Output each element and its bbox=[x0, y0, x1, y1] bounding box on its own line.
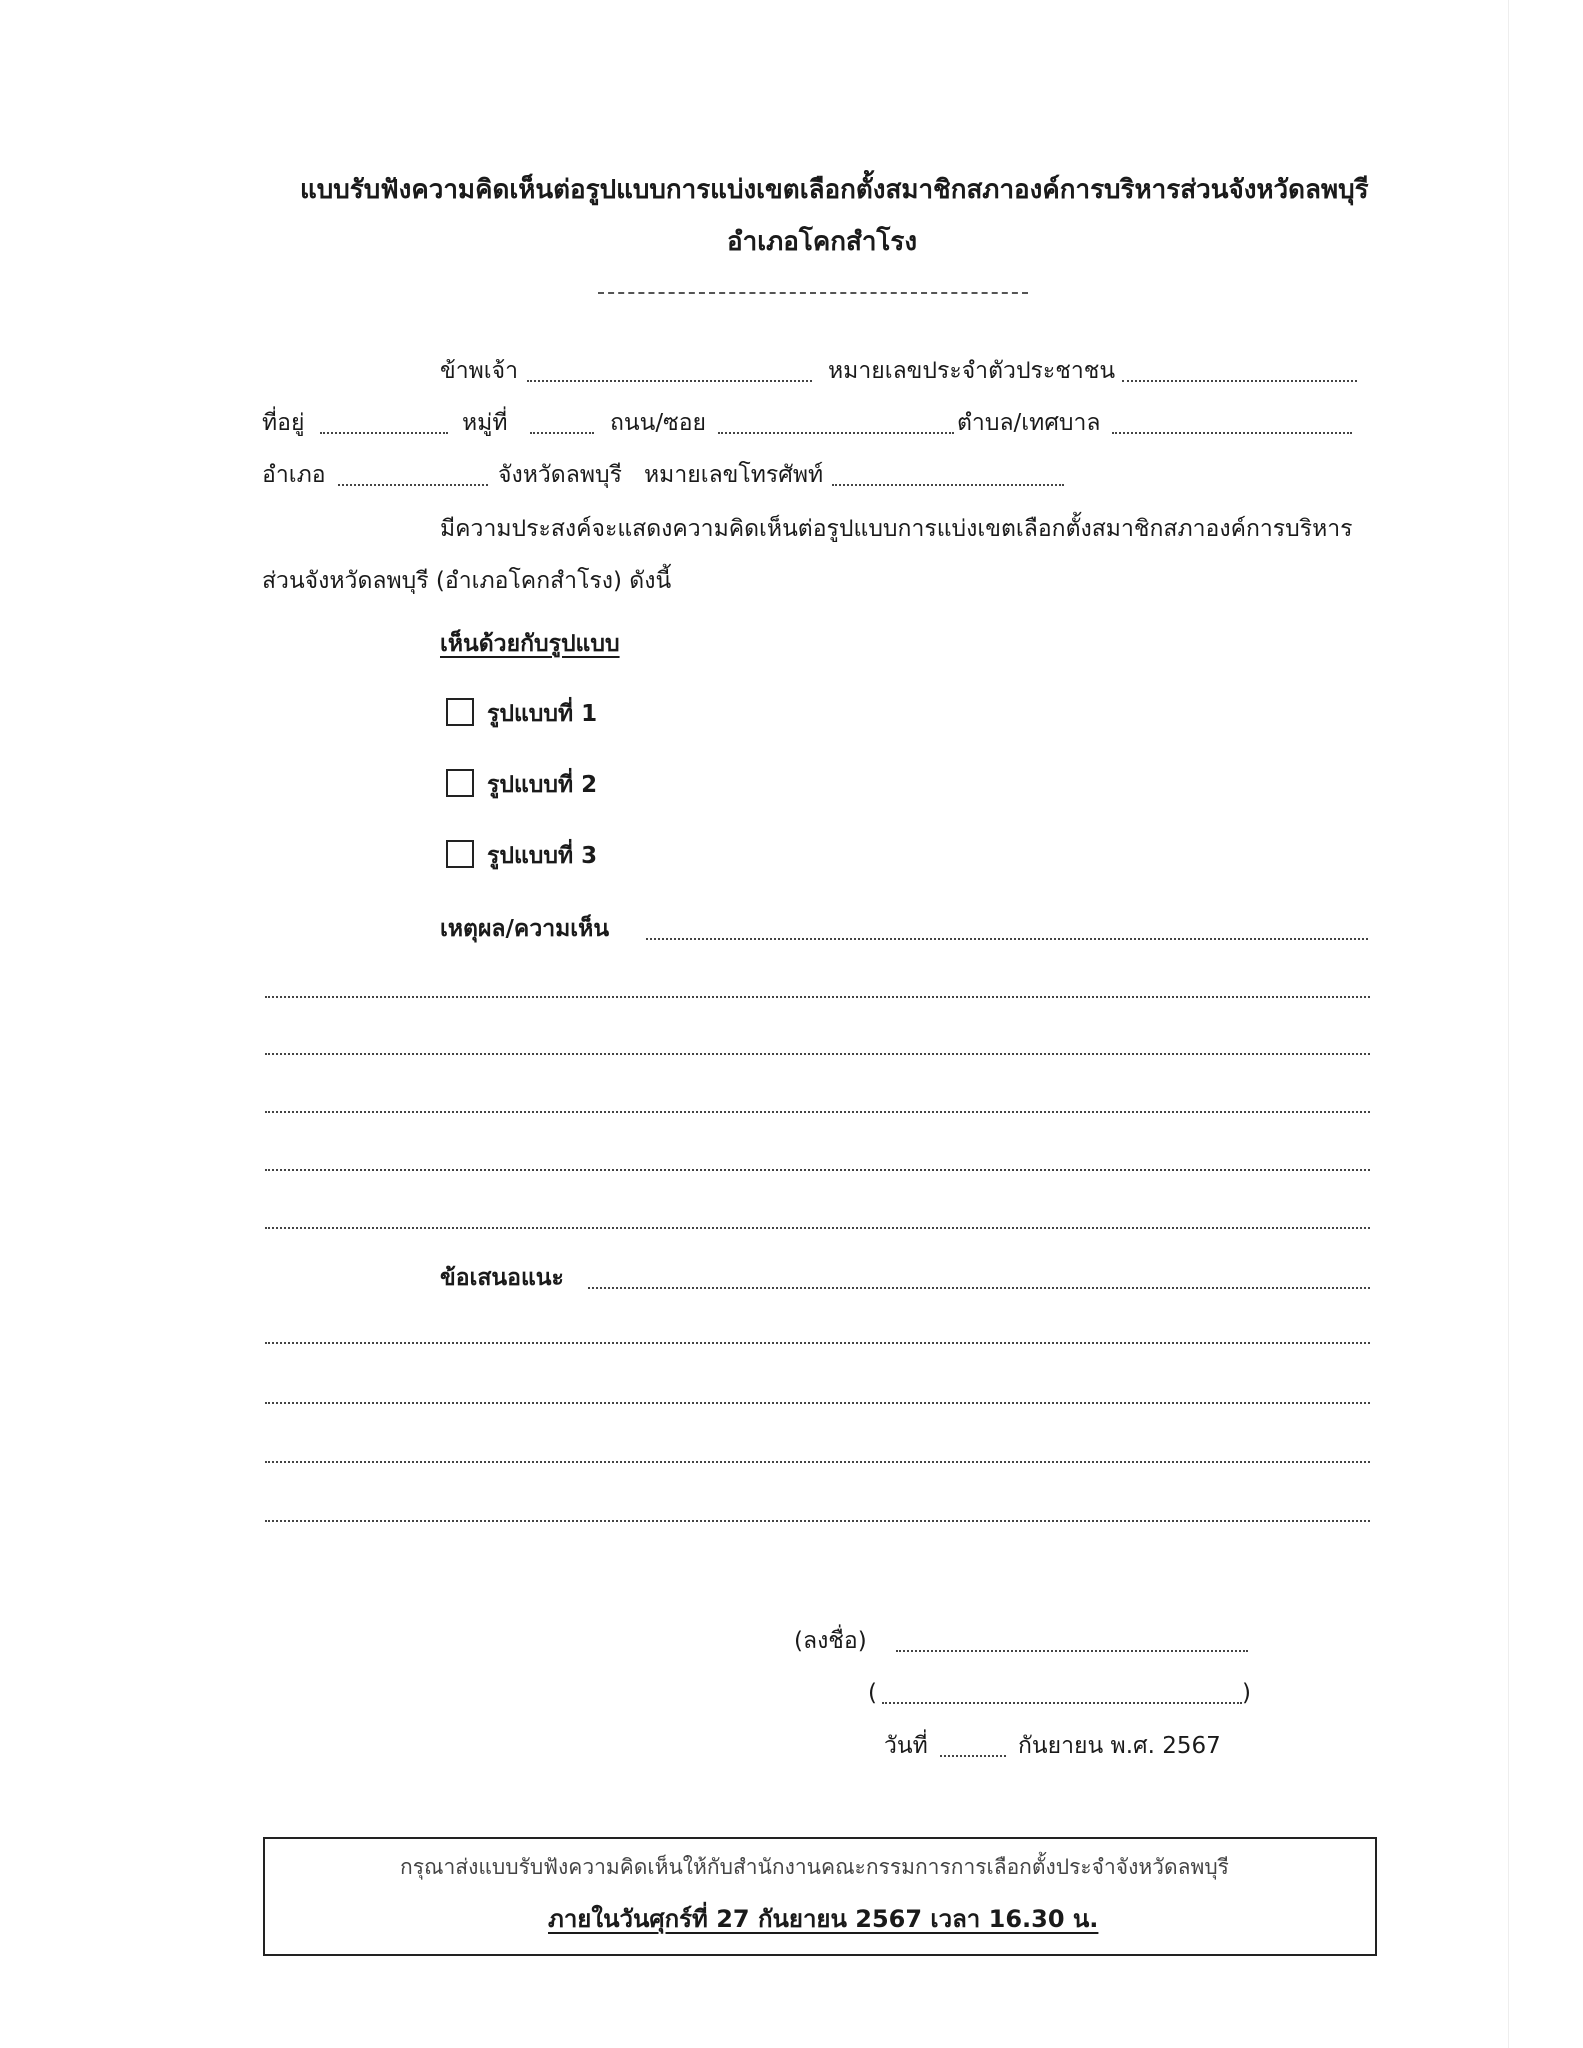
suggestion-line[interactable] bbox=[265, 1520, 1370, 1522]
intro-line-1: มีความประสงค์จะแสดงความคิดเห็นต่อรูปแบบการแบ่งเขตเลือกตั้งสมาชิกสภาองค์การบริหาร bbox=[440, 516, 1353, 542]
subdistrict-label: ตำบล/เทศบาล bbox=[957, 410, 1101, 436]
date-day-field[interactable] bbox=[940, 1755, 1006, 1757]
name-field[interactable] bbox=[527, 380, 812, 382]
id-field[interactable] bbox=[1122, 380, 1357, 382]
option-2-checkbox[interactable] bbox=[446, 769, 474, 797]
moo-field[interactable] bbox=[530, 432, 594, 434]
suggestion-line[interactable] bbox=[588, 1287, 1370, 1289]
option-1-label: รูปแบบที่ 1 bbox=[487, 701, 598, 727]
signature-label: (ลงชื่อ) bbox=[794, 1628, 867, 1654]
form-title: แบบรับฟังความคิดเห็นต่อรูปแบบการแบ่งเขตเลือกตั้งสมาชิกสภาองค์การบริหารส่วนจังหวัดลพบุรี bbox=[300, 175, 1369, 205]
option-3-label: รูปแบบที่ 3 bbox=[487, 843, 598, 869]
road-field[interactable] bbox=[718, 432, 954, 434]
reason-line[interactable] bbox=[265, 1053, 1370, 1055]
moo-label: หมู่ที่ bbox=[462, 410, 508, 436]
reason-line[interactable] bbox=[265, 1111, 1370, 1113]
notice-line-1: กรุณาส่งแบบรับฟังความคิดเห็นให้กับสำนักงานคณะกรรมการการเลือกตั้งประจำจังหวัดลพบุรี bbox=[400, 1855, 1229, 1879]
reason-label: เหตุผล/ความเห็น bbox=[440, 916, 610, 942]
suggestion-line[interactable] bbox=[265, 1402, 1370, 1404]
province-label: จังหวัดลพบุรี bbox=[498, 462, 622, 488]
paren-close: ) bbox=[1242, 1680, 1251, 1706]
option-3-checkbox[interactable] bbox=[446, 840, 474, 868]
suggestion-line[interactable] bbox=[265, 1342, 1370, 1344]
notice-deadline: ภายในวันศุกร์ที่ 27 กันยายน 2567 เวลา 16.30 น. bbox=[548, 1905, 1099, 1933]
option-1-checkbox[interactable] bbox=[446, 698, 474, 726]
suggestion-label: ข้อเสนอแนะ bbox=[440, 1265, 564, 1291]
date-label: วันที่ bbox=[884, 1733, 928, 1759]
phone-field[interactable] bbox=[832, 484, 1064, 486]
intro-line-2: ส่วนจังหวัดลพบุรี (อำเภอโคกสำโรง) ดังนี้ bbox=[262, 568, 672, 594]
phone-label: หมายเลขโทรศัพท์ bbox=[644, 462, 824, 488]
subdistrict-field[interactable] bbox=[1112, 432, 1352, 434]
printed-name-field[interactable] bbox=[882, 1702, 1242, 1704]
paren-open: ( bbox=[868, 1680, 877, 1706]
option-2-label: รูปแบบที่ 2 bbox=[487, 772, 598, 798]
date-month-year: กันยายน พ.ศ. 2567 bbox=[1018, 1733, 1221, 1759]
road-label: ถนน/ซอย bbox=[610, 410, 707, 436]
reason-line[interactable] bbox=[265, 996, 1370, 998]
district-label: อำเภอ bbox=[262, 462, 326, 488]
address-field[interactable] bbox=[320, 432, 448, 434]
district-field[interactable] bbox=[338, 484, 488, 486]
agree-heading: เห็นด้วยกับรูปแบบ bbox=[440, 631, 620, 657]
reason-line[interactable] bbox=[265, 1227, 1370, 1229]
address-label: ที่อยู่ bbox=[262, 410, 305, 436]
signature-field[interactable] bbox=[896, 1650, 1248, 1652]
page-edge bbox=[1508, 0, 1509, 2048]
suggestion-line[interactable] bbox=[265, 1461, 1370, 1463]
reason-line[interactable] bbox=[265, 1169, 1370, 1171]
name-label: ข้าพเจ้า bbox=[440, 358, 519, 384]
reason-line[interactable] bbox=[646, 938, 1368, 940]
title-divider bbox=[598, 292, 1028, 294]
form-subtitle: อำเภอโคกสำโรง bbox=[727, 227, 918, 257]
id-label: หมายเลขประจำตัวประชาชน bbox=[828, 358, 1116, 384]
